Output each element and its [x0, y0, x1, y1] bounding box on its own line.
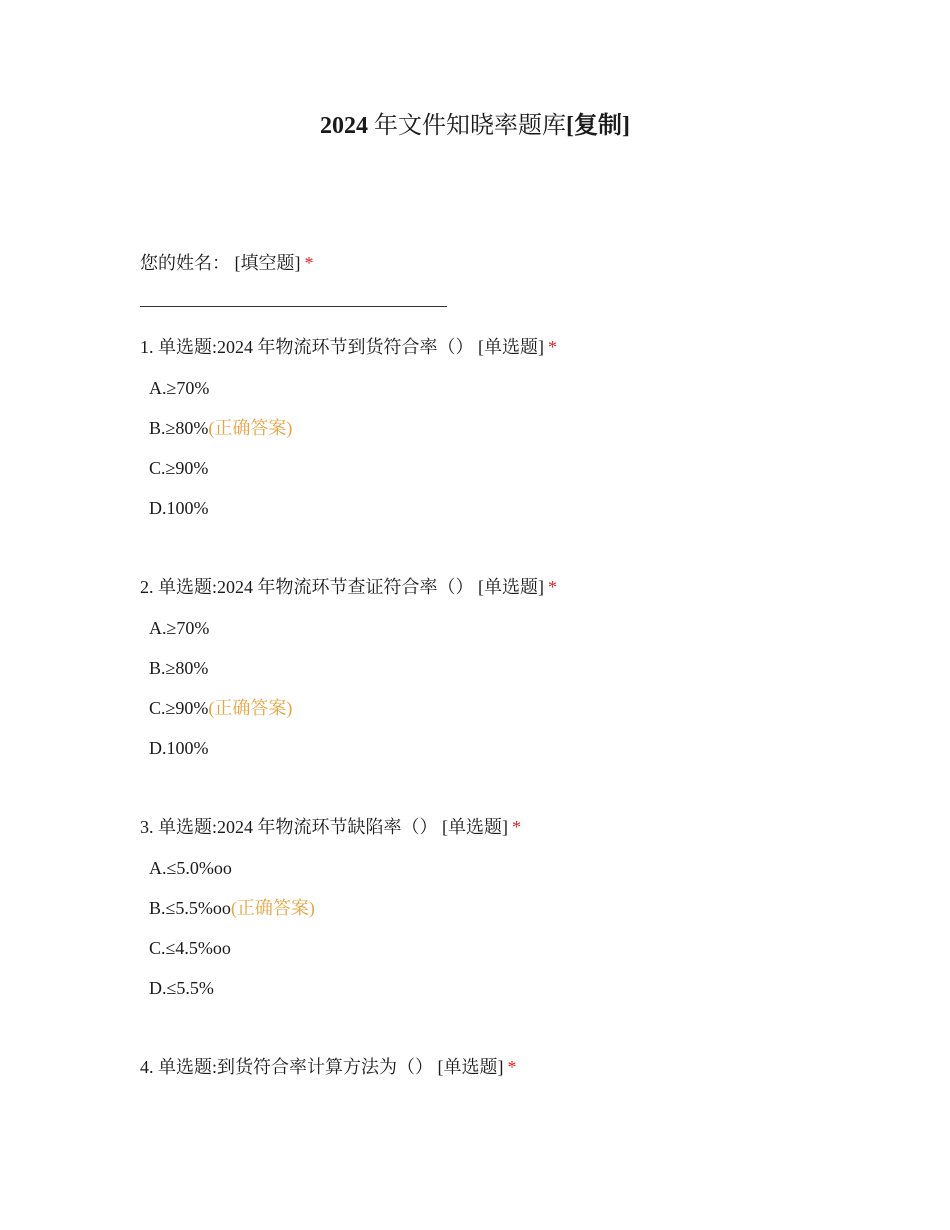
required-mark: *	[548, 337, 557, 357]
name-question-label: 您的姓名：	[140, 253, 230, 273]
question-type: [单选题]	[478, 337, 544, 357]
question-title	[140, 574, 840, 600]
question-text: 4. 单选题:到货符合率计算方法为（）	[140, 1057, 433, 1077]
title-suffix: [复制]	[566, 113, 630, 139]
option-label: C.≤4.5%oo	[149, 938, 231, 958]
question-4	[140, 1054, 840, 1080]
question-3	[140, 814, 840, 1000]
question-title	[140, 814, 840, 840]
option-b[interactable]	[149, 896, 840, 920]
question-text: 2. 单选题:2024 年物流环节查证符合率（）	[140, 577, 474, 597]
option-label: B.≥80%	[149, 658, 209, 678]
option-label: D.100%	[149, 498, 209, 518]
required-mark: *	[548, 577, 557, 597]
question-title	[140, 334, 840, 360]
page-title	[0, 110, 950, 142]
required-mark: *	[304, 253, 314, 273]
name-question-type: [填空题]	[234, 253, 301, 273]
question-1	[140, 334, 840, 520]
correct-answer-tag: (正确答案)	[208, 418, 293, 438]
title-year: 2024	[320, 113, 368, 139]
option-c[interactable]	[149, 456, 840, 480]
question-type: [单选题]	[437, 1057, 504, 1077]
option-d[interactable]	[149, 976, 840, 1000]
option-label: D.100%	[149, 738, 209, 758]
question-type: [单选题]	[442, 817, 508, 837]
option-label: A.≥70%	[149, 618, 210, 638]
question-text: 3. 单选题:2024 年物流环节缺陷率（）	[140, 817, 438, 837]
correct-answer-tag: (正确答案)	[208, 698, 293, 718]
option-c[interactable]	[149, 696, 840, 720]
question-title	[140, 1054, 840, 1080]
option-label: B.≥80%	[149, 418, 209, 438]
option-a[interactable]	[149, 856, 840, 880]
option-label: D.≤5.5%	[149, 978, 214, 998]
option-label: C.≥90%	[149, 698, 209, 718]
option-b[interactable]	[149, 656, 840, 680]
option-b[interactable]	[149, 416, 840, 440]
option-label: A.≥70%	[149, 378, 210, 398]
question-text: 1. 单选题:2024 年物流环节到货符合率（）	[140, 337, 474, 357]
title-text: 年文件知晓率题库	[374, 113, 566, 139]
option-label: A.≤5.0%oo	[149, 858, 232, 878]
option-a[interactable]	[149, 376, 840, 400]
question-2	[140, 574, 840, 760]
option-d[interactable]	[149, 496, 840, 520]
option-d[interactable]	[149, 736, 840, 760]
name-question	[140, 250, 840, 276]
correct-answer-tag: (正确答案)	[230, 898, 315, 918]
option-a[interactable]	[149, 616, 840, 640]
question-type: [单选题]	[478, 577, 544, 597]
survey-content	[140, 250, 840, 1080]
option-c[interactable]	[149, 936, 840, 960]
option-label: B.≤5.5%oo	[149, 898, 231, 918]
option-label: C.≥90%	[149, 458, 209, 478]
required-mark: *	[507, 1057, 517, 1077]
required-mark: *	[512, 817, 521, 837]
name-answer-line[interactable]	[140, 306, 447, 307]
